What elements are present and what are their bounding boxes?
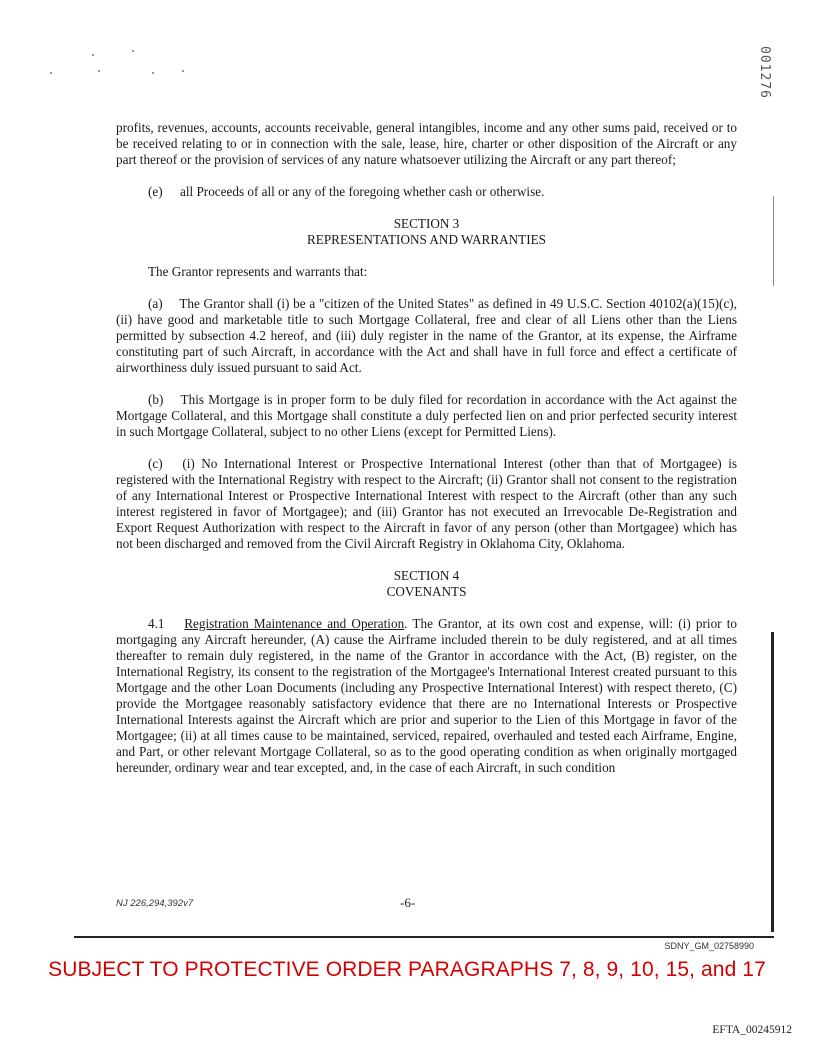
section-4-1-number: 4.1 <box>148 616 165 631</box>
section-4-title: SECTION 4 <box>393 568 460 583</box>
section-3-intro: The Grantor represents and warrants that: <box>148 264 368 279</box>
clause-e <box>116 184 737 200</box>
clause-e-text: all Proceeds of all or any of the foregoing whether cash or otherwise. <box>180 184 545 199</box>
bates-number: SDNY_GM_02758990 <box>664 941 754 951</box>
page-number: -6- <box>400 895 416 910</box>
section-3-clause-b: (b) This Mortgage is in proper form to be duly filed for recordation in accordance with the Act against the Mortgage Collateral, and this Mortgage shall constitute a duly perfected lien on and prior perfected security interest in such Mortgage Collateral, subject to no other Liens (except for Permitted Liens). <box>116 392 737 439</box>
paragraph-intro-continuation: profits, revenues, accounts, accounts receivable, general intangibles, income and any other sums paid, received or to be received relating to or in connection with the sale, lease, hire, charter or other disposition of the Aircraft or any part thereof or the provision of services of any nature whatsoever utilizing the Aircraft or any part thereof; <box>116 120 737 167</box>
page-stamp: 001276 <box>757 46 772 99</box>
document-id: NJ 226,294,392v7 <box>116 898 194 909</box>
section-3-clause-c: (c) (i) No International Interest or Prospective International Interest (other than that of Mortgagee) is registered with the International Registry with respect to the Aircraft; (ii) Grantor shall not consent to the registration of any International Interest or Prospective International Interest with respect to the Aircraft (other than any such interest registered in favor of Mortgagee); and (iii) Grantor has not executed an Irrevocable De-Registration and Export Request Authorization with respect to the Aircraft in favor of any person (other than Mortgagee) which has not been discharged and removed from the Civil Aircraft Registry in Oklahoma City, Oklahoma. <box>116 456 737 551</box>
margin-bar-bottom <box>771 632 774 932</box>
section-3-subtitle: REPRESENTATIONS AND WARRANTIES <box>306 232 547 247</box>
section-4-1 <box>116 616 737 776</box>
efta-number: EFTA_00245912 <box>712 1024 792 1036</box>
section-3-clause-a: (a) The Grantor shall (i) be a "citizen of the United States" as defined in 49 U.S.C. Section 40102(a)(15)(c), (ii) have good and marketable title to such Mortgage Collateral, free and clear of all Liens other than the Liens permitted by subsection 4.2 hereof, and (iii) duly register in the name of the Grantor, at its expense, the Airframe constituting part of such Aircraft, in accordance with the Act and shall have in full force and effect a certificate of airworthiness duly issued pursuant to said Act. <box>116 296 737 375</box>
clause-e-label: (e) <box>148 184 163 199</box>
section-4-1-text: . The Grantor, at its own cost and expense, will: (i) prior to mortgaging any Aircraft hereunder, (A) cause the Airframe included therein to be duly registered, and at all times thereafter to remain duly registered, in the name of the Grantor in accordance with the Act, (B) register, on the International Registry, its consent to the registration of the Mortgagee's International Interest created pursuant to this Mortgage and the other Loan Documents (including any Prospective International Interest) with respect thereto, (C) provide the Mortgagee reasonably satisfactory evidence that there are no International Interests or Prospective International Interests against the Aircraft which are prior and superior to the Lien of this Mortgage in favor of the Mortgagee; (ii) at all times cause to be maintained, serviced, repaired, overhauled and tested each Airframe, Engine, and Part, or other relevant Mortgage Collateral, so as to the good operating condition as when originally mortgaged hereunder, ordinary wear and tear excepted, and, in the case of each Aircraft, in such condition <box>116 616 737 775</box>
scan-specks <box>40 50 200 80</box>
section-4-subtitle: COVENANTS <box>386 584 467 599</box>
section-3-title: SECTION 3 <box>393 216 460 231</box>
body-text <box>116 120 737 776</box>
footer-rule <box>74 936 774 938</box>
protective-order-notice: SUBJECT TO PROTECTIVE ORDER PARAGRAPHS 7, 8, 9, 10, 15, and 17 <box>48 958 766 981</box>
margin-bar-top <box>773 196 774 286</box>
section-4-1-heading: Registration Maintenance and Operation <box>184 616 405 631</box>
